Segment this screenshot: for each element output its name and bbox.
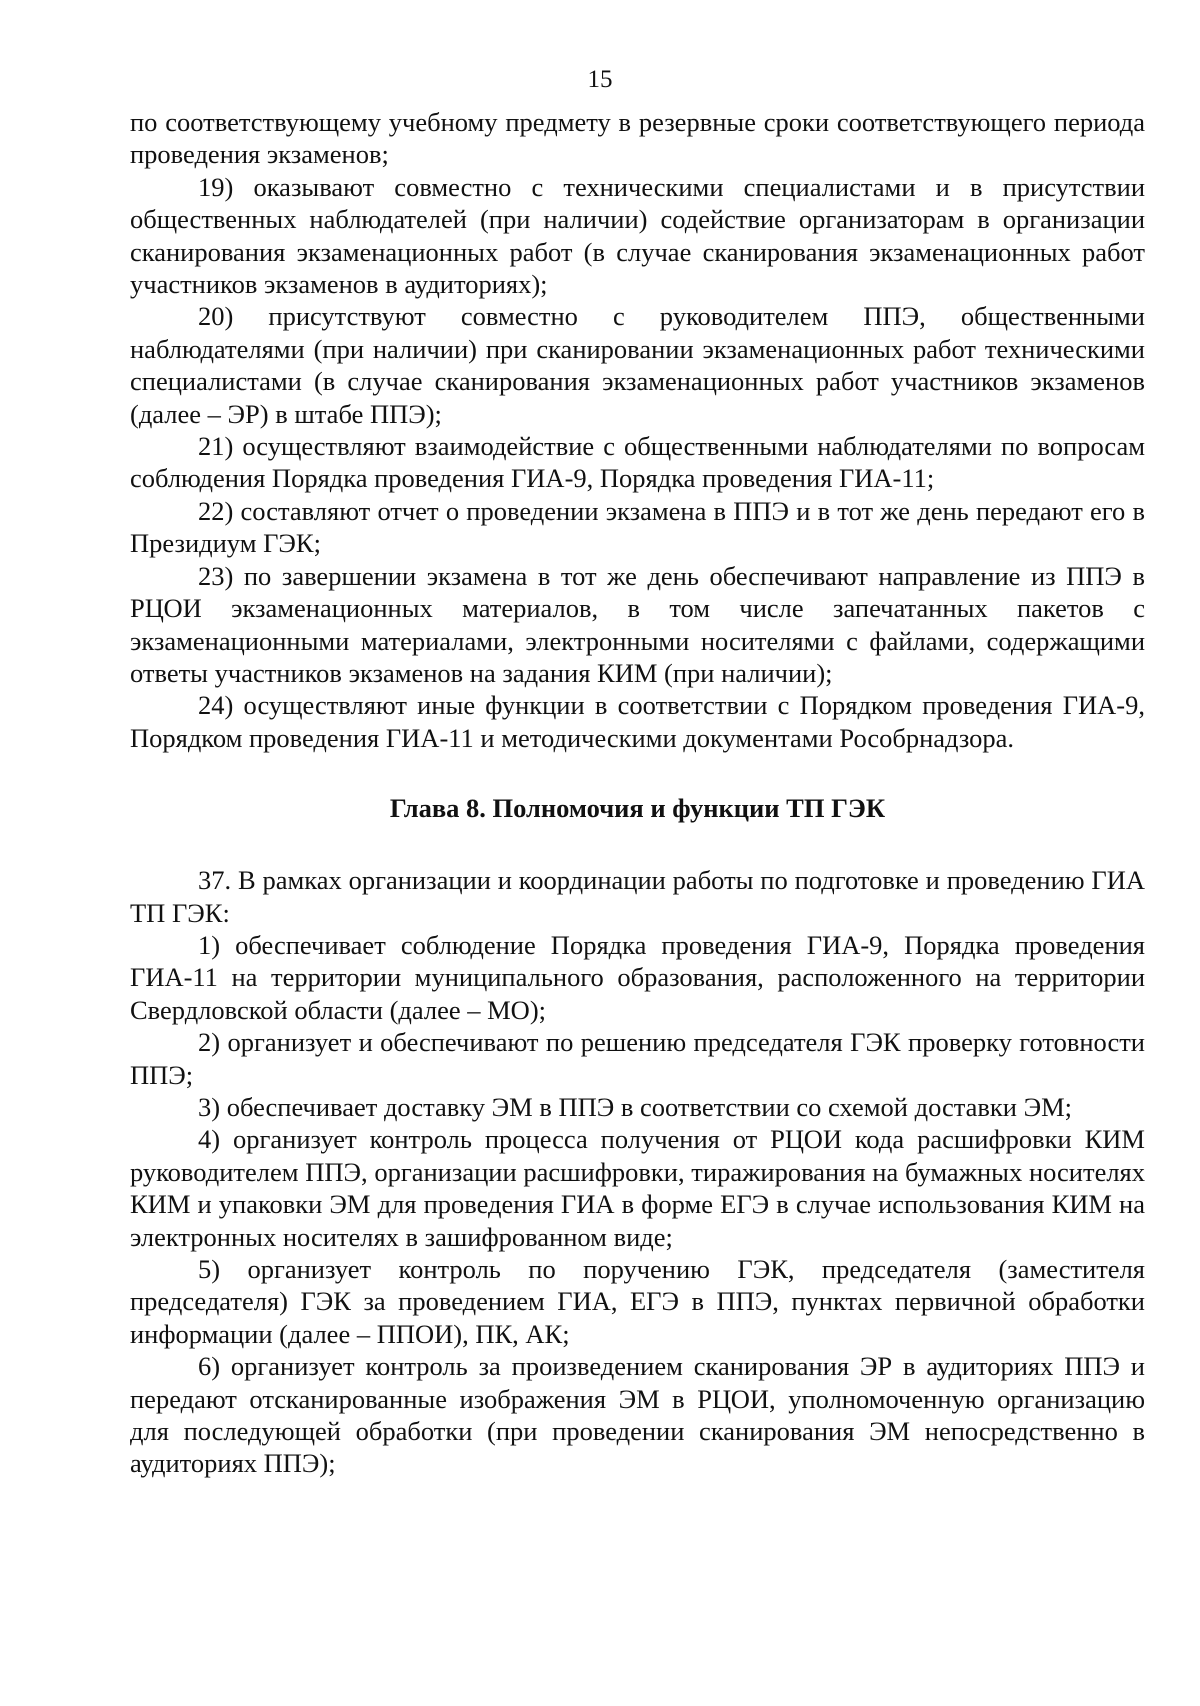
page-body [130,106,1145,1480]
chapter-heading: Глава 8. Полномочия и функции ТП ГЭК [389,793,886,824]
paragraph-item-23: 23) по завершении экзамена в тот же день обеспечивают направление из ППЭ в РЦОИ экзаменационных материалов, в том числе запечатанных пакетов с экзаменационными материалами, электронными носителями с файлами, содержащими ответы участников экзаменов на задания КИМ (при наличии); [130,560,1145,688]
paragraph-item-2: 2) организует и обеспечивают по решению председателя ГЭК проверку готовности ППЭ; [130,1027,1145,1090]
paragraph-item-22: 22) составляют отчет о проведении экзамена в ППЭ и в тот же день передают его в Президиум ГЭК; [130,495,1145,559]
paragraph-continuation: по соответствующему учебному предмету в резервные сроки соответствующего периода проведения экзаменов; [130,107,1145,170]
paragraph-item-5: 5) организует контроль по поручению ГЭК, председателя (заместителя председателя) ГЭК за проведением ГИА, ЕГЭ в ППЭ, пунктах первичной обработки информации (далее – ППОИ), ПК, АК; [130,1254,1145,1349]
paragraph-37: 37. В рамках организации и координации работы по подготовке и проведению ГИА ТП ГЭК: [130,865,1145,928]
page-number: 15 [587,66,613,93]
paragraph-item-1: 1) обеспечивает соблюдение Порядка проведения ГИА-9, Порядка проведения ГИА-11 на территории муниципального образования, расположенного на территории Свердловской области (далее – МО); [130,929,1145,1025]
paragraph-item-3: 3) обеспечивает доставку ЭМ в ППЭ в соответствии со схемой доставки ЭМ; [198,1091,1073,1122]
paragraph-item-4: 4) организует контроль процесса получения от РЦОИ кода расшифровки КИМ руководителем ППЭ, организации расшифровки, тиражирования на бумажных носителях КИМ и упаковки ЭМ для проведения ГИА в форме ЕГЭ в случае использования КИМ на электронных носителях в зашифрованном виде; [130,1124,1145,1252]
paragraph-item-24: 24) осуществляют иные функции в соответствии с Порядком проведения ГИА-9, Порядком проведения ГИА-11 и методическими документами Рособрнадзора. [130,690,1145,753]
paragraph-item-19: 19) оказывают совместно с техническими специалистами и в присутствии общественных наблюдателей (при наличии) содействие организаторам в организации сканирования экзаменационных работ (в случае сканирования экзаменационных работ участников экзаменов в аудиториях); [130,171,1145,300]
paragraph-item-21: 21) осуществляют взаимодействие с общественными наблюдателями по вопросам соблюдения Порядка проведения ГИА-9, Порядка проведения ГИА-11; [130,431,1145,494]
paragraph-item-6: 6) организует контроль за произведением сканирования ЭР в аудиториях ППЭ и передают отсканированные изображения ЭМ в РЦОИ, уполномоченную организацию для последующей обработки (при проведении сканирования ЭМ непосредственно в аудиториях ППЭ); [130,1351,1145,1479]
paragraph-item-20: 20) присутствуют совместно с руководителем ППЭ, общественными наблюдателями (при наличии) при сканировании экзаменационных работ техническими специалистами (в случае сканирования экзаменационных работ участников экзаменов (далее – ЭР) в штабе ППЭ); [130,301,1145,429]
